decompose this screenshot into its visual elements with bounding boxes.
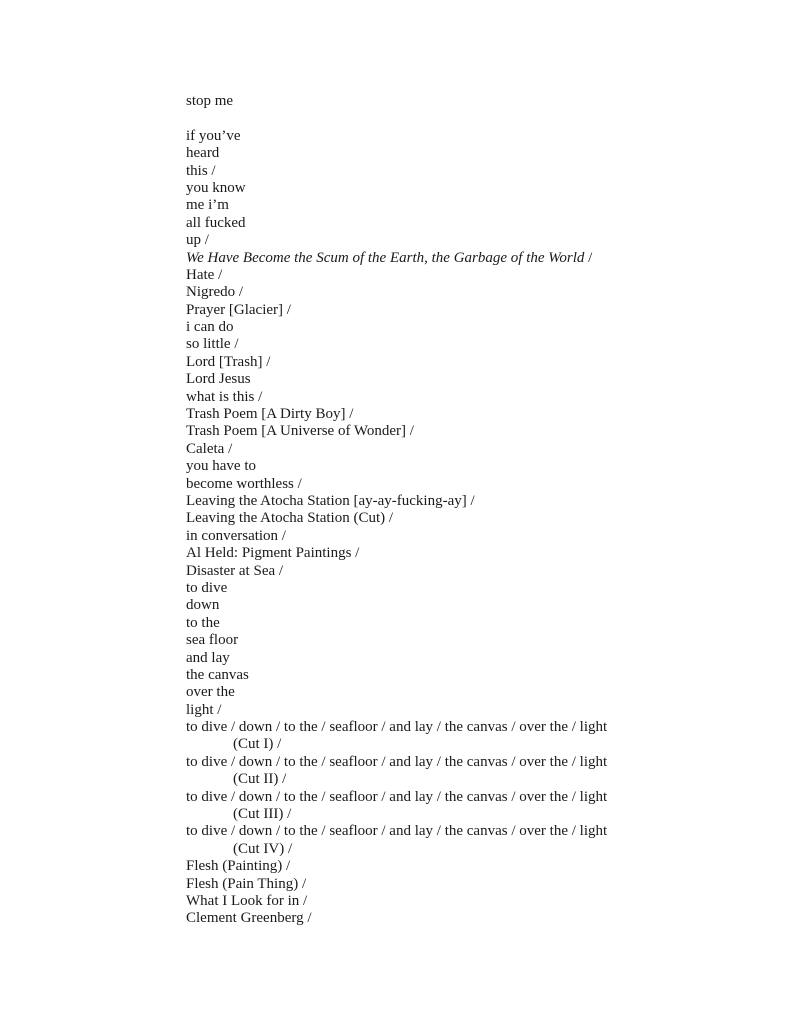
poem-line: so little / bbox=[186, 336, 239, 353]
poem-line: heard bbox=[186, 145, 220, 162]
poem-line: in conversation / bbox=[186, 527, 286, 544]
poem-line: Flesh (Painting) / bbox=[186, 858, 291, 875]
poem-line: Caleta / bbox=[186, 440, 233, 457]
poem-line: if you’ve bbox=[186, 127, 241, 144]
poem-line: Flesh (Pain Thing) / bbox=[186, 875, 307, 892]
poem-body bbox=[186, 93, 746, 928]
poem-line: and lay bbox=[186, 649, 230, 666]
poem-line: become worthless / bbox=[186, 475, 302, 492]
poem-line: Trash Poem [A Dirty Boy] / bbox=[186, 406, 354, 423]
poem-line: Trash Poem [A Universe of Wonder] / bbox=[186, 423, 414, 440]
italic-title-suffix: / bbox=[584, 249, 593, 266]
poem-line: What I Look for in / bbox=[186, 892, 308, 909]
poem-line: down bbox=[186, 597, 220, 614]
poem-line: Leaving the Atocha Station (Cut) / bbox=[186, 510, 394, 527]
poem-title: stop me bbox=[186, 93, 234, 109]
cut-line: to dive / down / to the / seafloor / and lay / the canvas / over the / light bbox=[186, 753, 608, 770]
poem-line: Disaster at Sea / bbox=[186, 562, 284, 579]
poem-line: Lord Jesus bbox=[186, 371, 251, 388]
poem-line: all fucked bbox=[186, 214, 246, 231]
poem-line: you have to bbox=[186, 458, 256, 475]
poem-line: light / bbox=[186, 701, 222, 718]
poem-line: me i’m bbox=[186, 197, 229, 214]
poem-line-italic-title bbox=[186, 250, 746, 267]
cut-continuation: (Cut II) / bbox=[233, 771, 287, 788]
poem-line: Lord [Trash] / bbox=[186, 353, 271, 370]
poem-line: Clement Greenberg / bbox=[186, 910, 312, 927]
poem-line: to dive bbox=[186, 579, 228, 596]
poem-line: this / bbox=[186, 162, 216, 179]
poem-line: up / bbox=[186, 232, 209, 249]
poem-line: Hate / bbox=[186, 266, 223, 283]
poem-line: you know bbox=[186, 179, 246, 196]
cut-continuation: (Cut IV) / bbox=[233, 840, 293, 857]
poem-line: Prayer [Glacier] / bbox=[186, 301, 291, 318]
poem-line: i can do bbox=[186, 319, 234, 336]
cut-continuation: (Cut III) / bbox=[233, 806, 292, 823]
poem-line: Al Held: Pigment Paintings / bbox=[186, 545, 360, 562]
cut-line: to dive / down / to the / seafloor / and lay / the canvas / over the / light bbox=[186, 823, 608, 840]
italic-title: We Have Become the Scum of the Earth, the Garbage of the World bbox=[186, 249, 585, 266]
cut-continuation: (Cut I) / bbox=[233, 736, 282, 753]
poem-line: to the bbox=[186, 614, 220, 631]
poem-line: over the bbox=[186, 684, 235, 701]
poem-line: what is this / bbox=[186, 388, 263, 405]
poem-line: Leaving the Atocha Station [ay-ay-fucking-ay] / bbox=[186, 492, 475, 509]
cut-line: to dive / down / to the / seafloor / and lay / the canvas / over the / light bbox=[186, 788, 608, 805]
poem-line: the canvas bbox=[186, 666, 249, 683]
poem-line: sea floor bbox=[186, 632, 239, 649]
poem-line: Nigredo / bbox=[186, 284, 244, 301]
cut-line: to dive / down / to the / seafloor / and lay / the canvas / over the / light bbox=[186, 719, 608, 736]
